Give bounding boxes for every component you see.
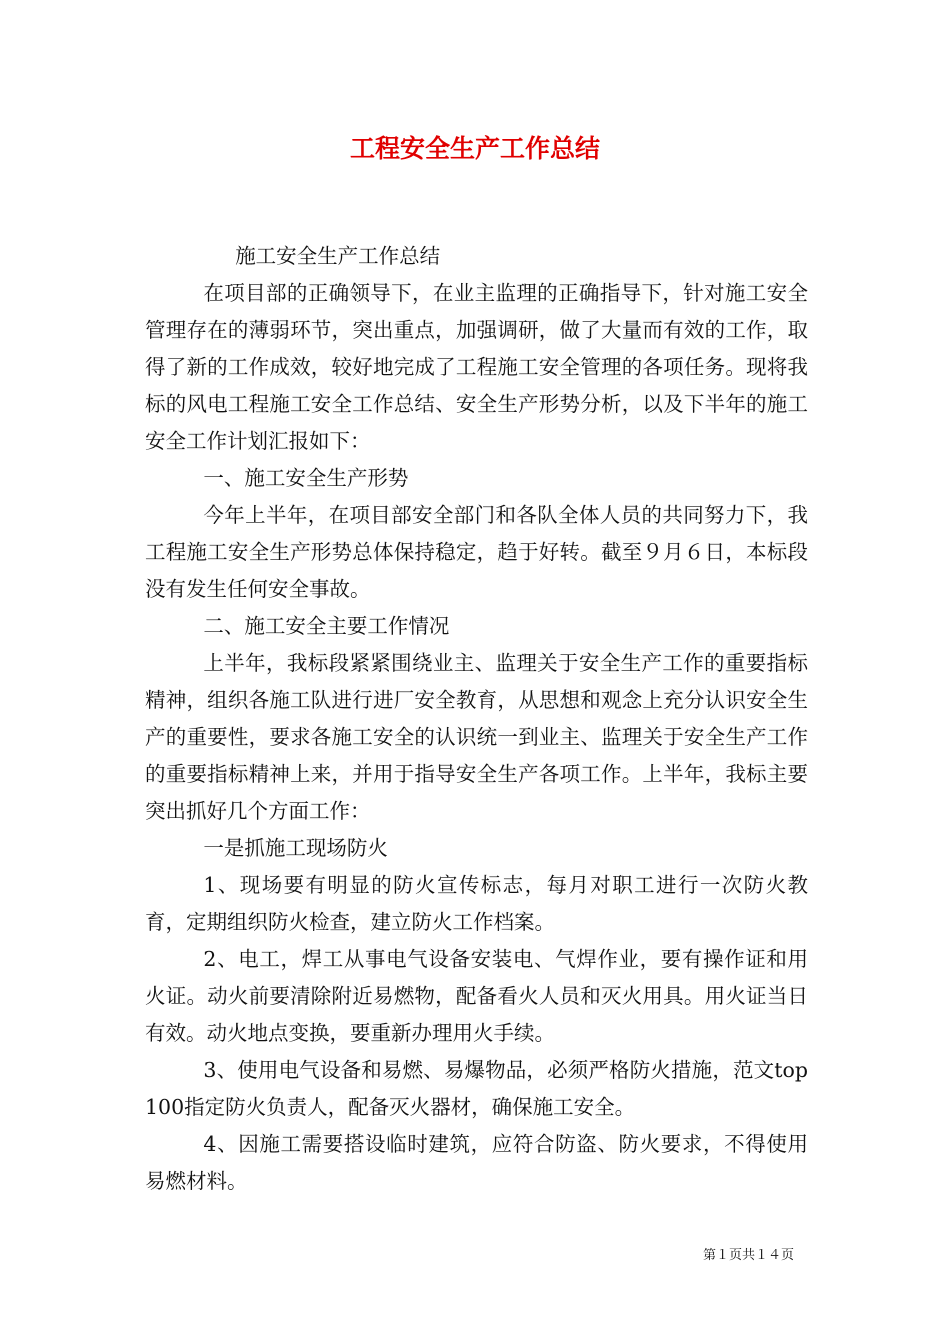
list-item-4: 4、因施工需要搭设临时建筑，应符合防盗、防火要求，不得使用易燃材料。 [145,1132,808,1193]
paragraph-main-work: 上半年，我标段紧紧围绕业主、监理关于安全生产工作的重要指标精神，组织各施工队进行进厂安全教育，从思想和观念上充分认识安全生产的重要性，要求各施工安全的认识统一到业主、监理关于安全生产工作的重要指标精神上来，并用于指导安全生产各项工作。上半年，我标主要突出抓好几个方面工作： [145,651,808,823]
document-title: 工程安全生产工作总结 [349,134,600,163]
page-number: 第１页共１４页 [703,1248,795,1263]
section-heading-1: 一、施工安全生产形势 [203,466,409,490]
document-subtitle: 施工安全生产工作总结 [235,244,441,268]
document-body [145,238,808,1200]
paragraph-intro: 在项目部的正确领导下，在业主监理的正确指导下，针对施工安全管理存在的薄弱环节，突出重点，加强调研，做了大量而有效的工作，取得了新的工作成效，较好地完成了工程施工安全管理的各项任务。现将我标的风电工程施工安全工作总结、安全生产形势分析，以及下半年的施工安全工作计划汇报如下： [145,281,808,453]
section-heading-2: 二、施工安全主要工作情况 [203,614,450,638]
paragraph-safety-situation: 今年上半年，在项目部安全部门和各队全体人员的共同努力下，我工程施工安全生产形势总体保持稳定，趋于好转。截至９月６日，本标段没有发生任何安全事故。 [145,503,808,601]
list-item-3: 3、使用电气设备和易燃、易爆物品，必须严格防火措施，范文top100指定防火负责人，配备灭火器材，确保施工安全。 [145,1058,808,1119]
list-item-1: 1、现场要有明显的防火宣传标志，每月对职工进行一次防火教育，定期组织防火检查，建立防火工作档案。 [145,873,808,934]
subsection-fire-prevention: 一是抓施工现场防火 [203,836,388,860]
list-item-2: 2、电工，焊工从事电气设备安装电、气焊作业，要有操作证和用火证。动火前要清除附近易燃物，配备看火人员和灭火用具。用火证当日有效。动火地点变换，要重新办理用火手续。 [145,947,808,1045]
